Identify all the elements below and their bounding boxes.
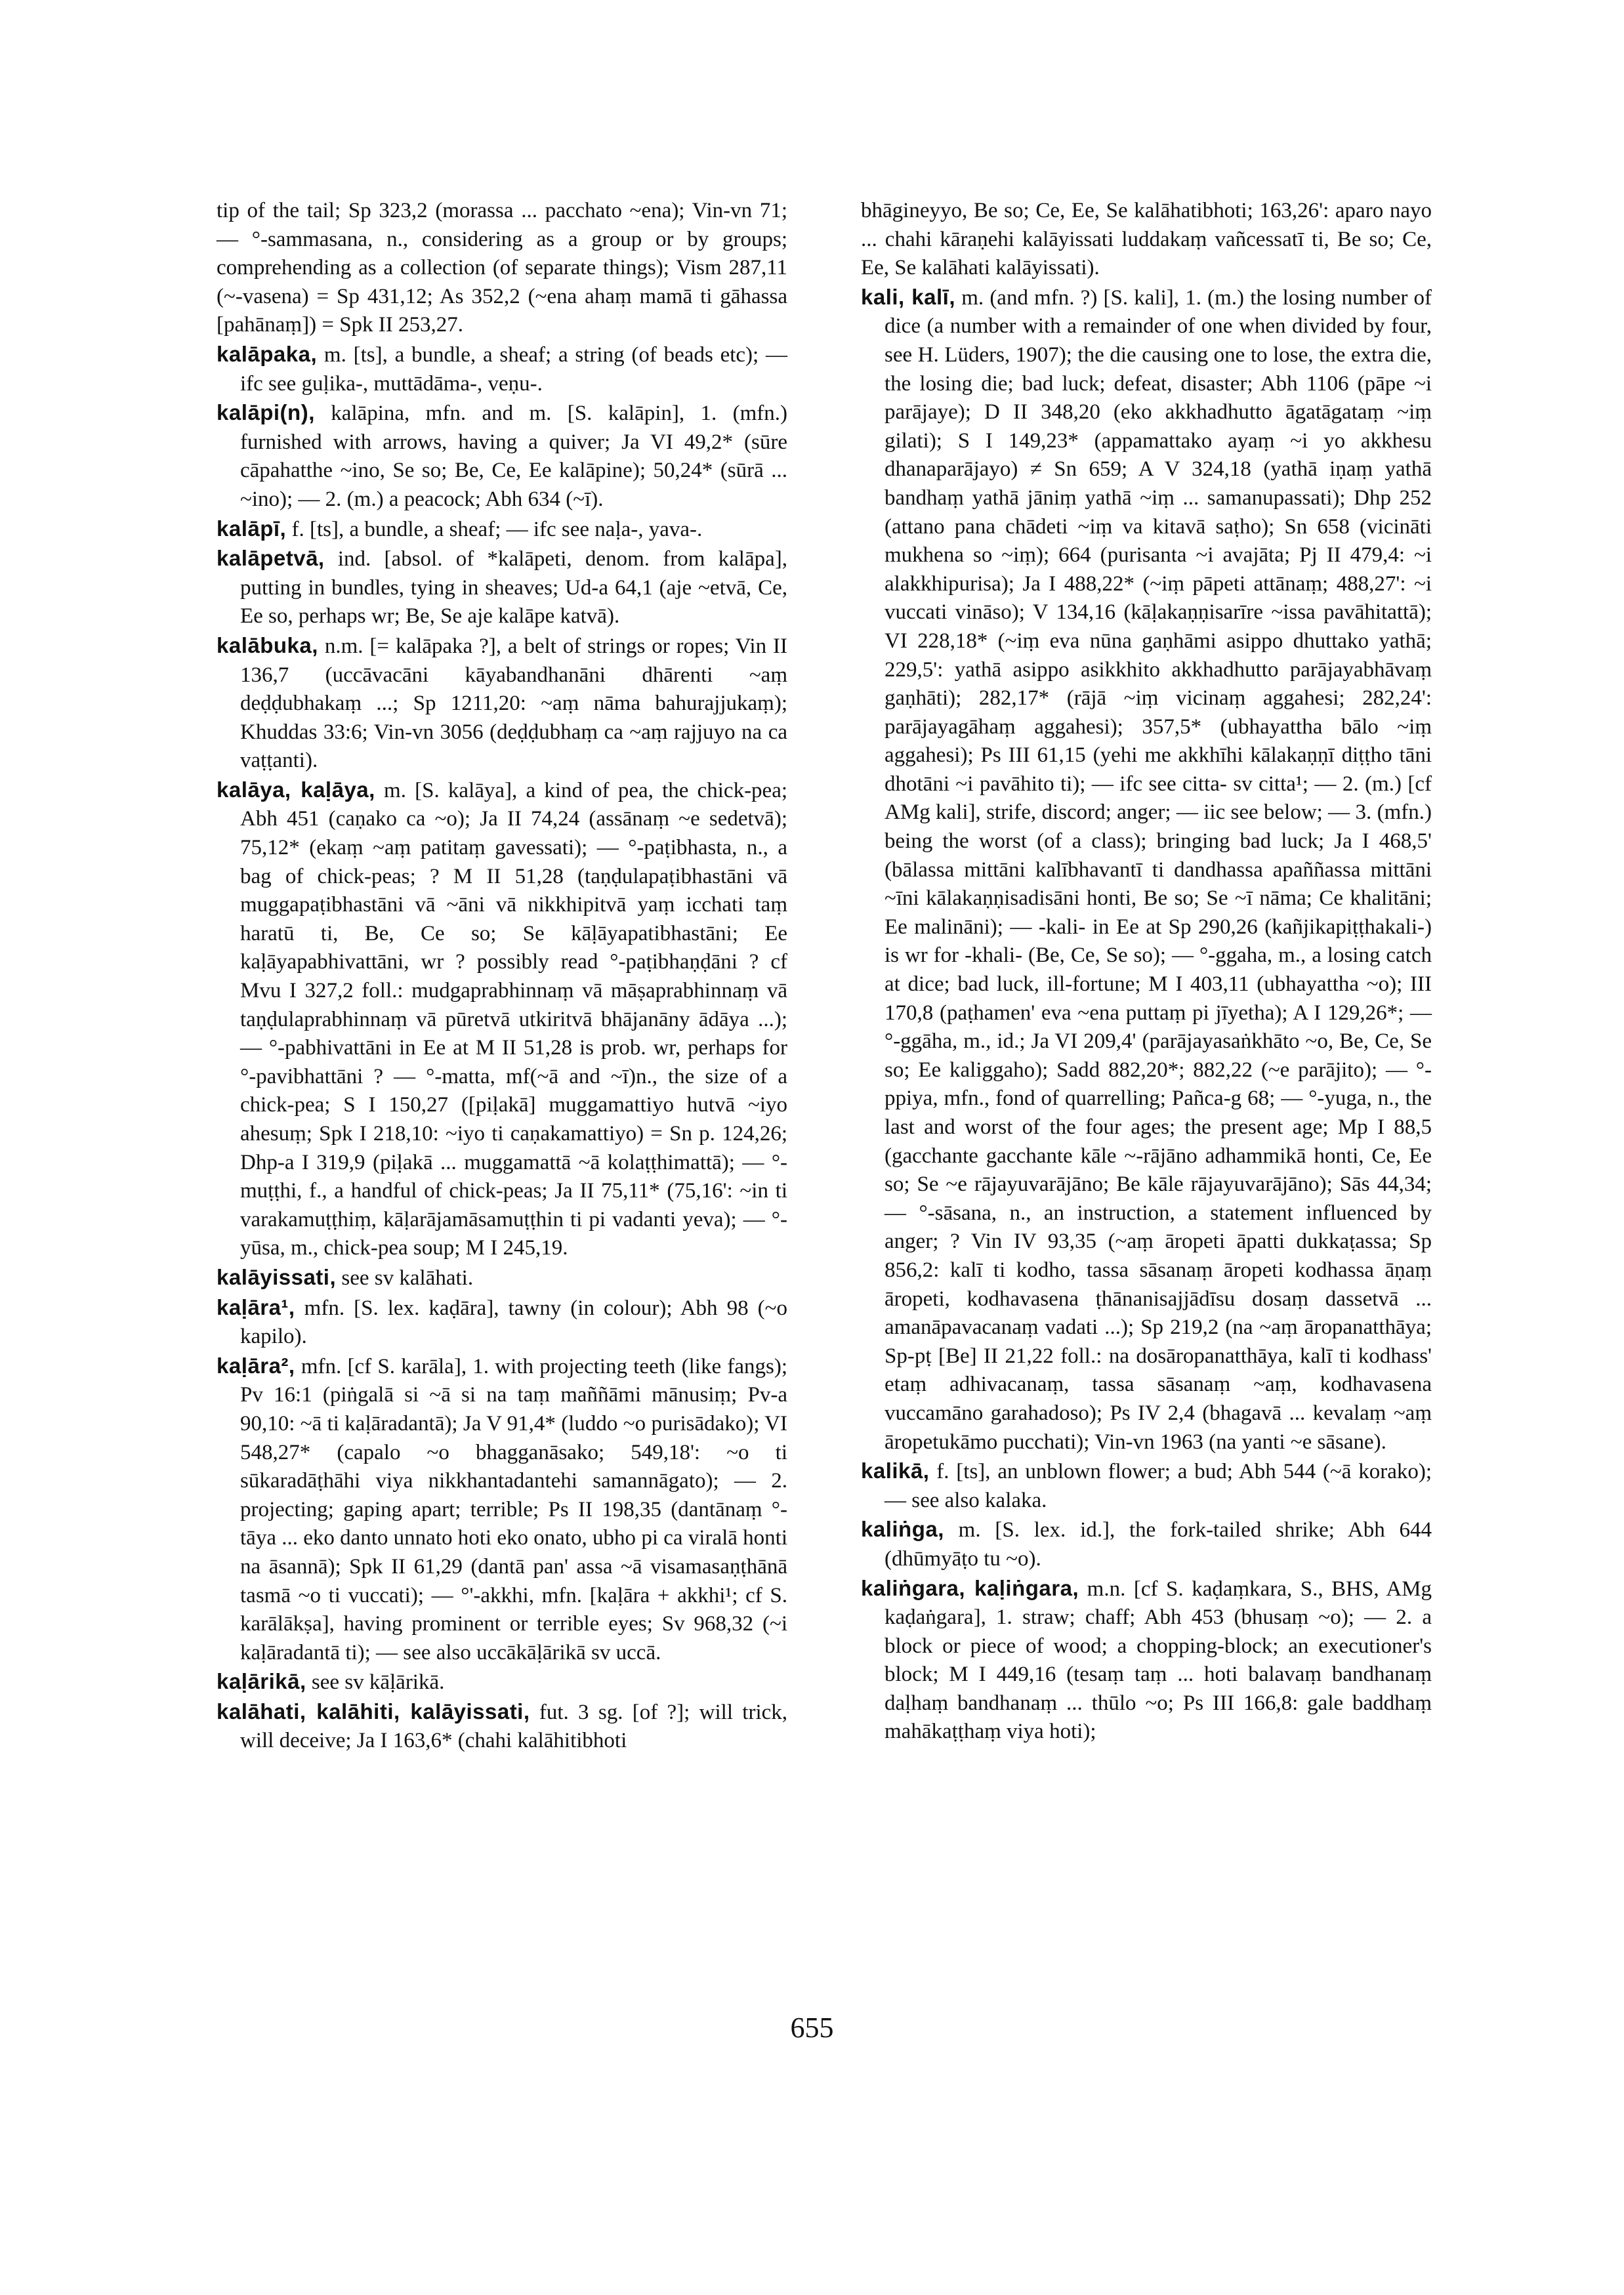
- entry-text: n.m. [= kalāpaka ?], a belt of strings or ropes; Vin II 136,7 (uccāvacāni kāyabandhanāni dhārenti ~aṃ deḍḍubhakaṃ ...; Sp 1211,20: ~aṃ nāma bahurajjukaṃ); Khuddas 33:6; Vin-vn 3056 (deḍḍubhaṃ ca ~aṃ rajjuyo na ca vaṭṭanti).: [240, 634, 787, 773]
- entry-kalaya: [217, 775, 788, 1263]
- left-column: [217, 197, 787, 1756]
- entry-text: m. [S. kalāya], a kind of pea, the chick-pea; Abh 451 (caṇako ca ~o); Ja II 74,24 (assānaṃ ~e sedetvā); 75,12* (ekaṃ ~aṃ patitaṃ gavessati); — °-paṭibhasta, n., a bag of chick-peas; ? M II 51,28 (taṇḍulapaṭibhastāni vā muggapaṭibhastāni vā ~āni vā nikkhipitvā yaṃ icchati taṃ haratū ti, Be, Ce so; Se kāḷāyapatibhastāni; Ee kaḷāyapabhivattāni, wr ? possibly read °-paṭibhaṇḍāni ? cf Mvu I 327,2 foll.: mudgaprabhinnaṃ vā māṣaprabhinnaṃ vā taṇḍulaprabhinnaṃ vā pūretvā utkiritvā bhājanāny ādāya ...); — °-pabhivattāni in Ee at M II 51,28 is prob. wr, perhaps for °-pavibhattāni ? — °-matta, mf(~ā and ~ī)n., the size of a chick-pea; S I 150,27 ([piḷakā] muggamattiyo hutvā ~iyo ahesuṃ; Spk I 218,10: ~iyo ti caṇakamattiyo) = Sn p. 124,26; Dhp-a I 319,9 (piḷakā ... muggamattā ~ā kolaṭṭhimattā); — °-muṭṭhi, f., a handful of chick-peas; Ja II 75,11* (75,16': ~in ti varakamuṭṭhiṃ, kāḷarājamāsamuṭṭhin ti pi vadanti yeva); — °-yūsa, m., chick-pea soup; M I 245,19.: [240, 778, 788, 1260]
- entry-kalapi: [217, 514, 787, 545]
- entry-kali: [861, 283, 1432, 1457]
- entry-text: mfn. [cf S. karāla], 1. with projecting teeth (like fangs); Pv 16:1 (piṅgalā si ~ā si na taṃ maññāmi mānusiṃ; Pv-a 90,10: ~ā ti kaḷāradantā); Ja V 91,4* (luddo ~o purisādako); VI 548,27* (capalo ~o bhagganāsako; 549,18': ~o ti sūkaradāṭhāhi viya nikkhantadantehi samannāgato); — 2. projecting; gaping apart; terrible; Ps II 198,35 (dantānaṃ °-tāya ... eko danto unnato hoti eko onato, ubho pi ca viralā honti na āsannā); Spk II 61,29 (dantā pan' assa ~ā visamasaṇṭhānā tasmā ~o ti vuccati); — °'-akkhi, mfn. [kaḷāra + akkhi¹; cf S. karālākṣa], having prominent or terrible eyes; Sv 968,32 (~i kaḷāradantā ti); — see also uccākāḷārikā sv uccā.: [240, 1354, 788, 1664]
- headword: kalāpī,: [217, 516, 287, 541]
- entry-continuation: [861, 197, 1432, 283]
- headword: kalāpi(n),: [217, 400, 315, 425]
- entry-text: see sv kāḷārikā.: [311, 1670, 445, 1695]
- headword: kaḷārikā,: [217, 1669, 306, 1694]
- entry-text: f. [ts], a bundle, a sheaf; — ifc see naḷa-, yava-.: [291, 517, 703, 541]
- entry-kalahati: [217, 1697, 788, 1756]
- headword: kaḷāra¹,: [217, 1294, 295, 1319]
- entry-kalinga: [861, 1515, 1432, 1573]
- entry-text: kalāpina, mfn. and m. [S. kalāpin], 1. (mfn.) furnished with arrows, having a quiver; Ja VI 49,2* (sūre cāpahatthe ~ino, Se so; Be, Ce, Ee kalāpine); 50,24* (sūrā ... ~ino); — 2. (m.) a peacock; Abh 634 (~ī).: [240, 402, 788, 511]
- entry-text: fut. 3 sg. [of ?]; will trick, will deceive; Ja I 163,6* (chahi kalāhitibhoti: [240, 1700, 788, 1753]
- entry-kalapin: [217, 398, 788, 514]
- entry-kalika: [861, 1457, 1432, 1515]
- headword: kalābuka,: [217, 632, 318, 657]
- headword: kaliṅgara, kaḷiṅgara,: [861, 1575, 1079, 1600]
- headword: kaliṅga,: [861, 1517, 944, 1542]
- headword: kalāpetvā,: [217, 546, 325, 571]
- page-number: 655: [790, 2012, 834, 2044]
- entry-text: bhāgineyyo, Be so; Ce, Ee, Se kalāhatibhoti; 163,26': aparo nayo ... chahi kāraṇehi kalāyissati luddakaṃ vañcessatī ti, Be so; Ce, Ee, Se kalāhati kalāyissati).: [861, 199, 1432, 280]
- headword: kaḷāra²,: [217, 1353, 295, 1378]
- entry-kalara-1: [217, 1293, 788, 1352]
- entry-text: ind. [absol. of *kalāpeti, denom. from kalāpa], putting in bundles, tying in sheaves; Ud-a 64,1 (aje ~etvā, Ce, Ee so, perhaps wr; Be, Se aje kalāpe katvā).: [240, 547, 788, 629]
- entry-kalabuka: [217, 631, 787, 775]
- entry-kalarika: [217, 1667, 787, 1697]
- entry-kalingara: [861, 1574, 1432, 1747]
- headword: kalāhati, kalāhiti, kalāyissati,: [217, 1699, 530, 1724]
- entry-text: mfn. [S. lex. kaḍāra], tawny (in colour); Abh 98 (~o kapilo).: [240, 1296, 788, 1349]
- entry-continuation: [217, 197, 787, 340]
- entry-kalara-2: [217, 1352, 788, 1668]
- right-column: [861, 197, 1432, 1747]
- entry-text: see sv kalāhati.: [341, 1266, 474, 1290]
- headword: kalāpaka,: [217, 341, 318, 366]
- entry-kalayissati: [217, 1263, 787, 1293]
- entry-text: tip of the tail; Sp 323,2 (morassa ... pacchato ~ena); Vin-vn 71; — °-sammasana, n., considering as a group or by groups; comprehending as a collection (of separate things); Vism 287,11 (~-vasena) = Sp 431,12; As 352,2 (~ena ahaṃ mamā ti gāhassa [pahānaṃ]) = Spk II 253,27.: [217, 199, 787, 337]
- entry-text: m.n. [cf S. kaḍaṃkara, S., BHS, AMg kaḍaṅgara], 1. straw; chaff; Abh 453 (bhusaṃ ~o); — 2. a block or piece of wood; a chopping-block; an executioner's block; M I 449,16 (tesaṃ taṃ ... hoti balavaṃ bandhanaṃ daḷhaṃ bandhanaṃ ... thūlo ~o; Ps III 166,8: gale baddhaṃ mahākaṭṭhaṃ viya hoti);: [885, 1577, 1432, 1744]
- entry-kalapetva: [217, 544, 788, 631]
- entry-text: m. [ts], a bundle, a sheaf; a string (of beads etc); — ifc see guḷika-, muttādāma-, veṇu-.: [240, 342, 787, 396]
- headword: kalāyissati,: [217, 1264, 337, 1289]
- entry-text: m. (and mfn. ?) [S. kali], 1. (m.) the losing number of dice (a number with a remainder of one when divided by four, see H. Lüders, 1907); the die causing one to lose, the extra die, the losing die; bad luck; defeat, disaster; Abh 1106 (pāpe ~i parājaye); D II 348,20 (eko akkhadhutto āgatāgataṃ ~iṃ gilati); S I 149,23* (appamattako ayaṃ ~i yo akkhesu dhanaparājayo) ≠ Sn 659; A V 324,18 (yathā iṇaṃ yathā bandhaṃ yathā jāniṃ yathā ~iṃ ... samanupassati); Dhp 252 (attano pana chādeti ~iṃ va kitavā saṭho); Sn 658 (vicināti mukhena so ~iṃ); 664 (purisanta ~i avajāta; Pj II 479,4: ~i alakkhipurisa); Ja I 488,22* (~iṃ pāpeti attānaṃ; 488,27': ~i vuccati vināso); V 134,16 (kāḷakaṇṇisarīre ~issa pavāhitattā); VI 228,18* (~iṃ eva nūna gaṇhāmi asippo dhuttako yathā; 229,5': yathā asippo asikkhito akkhadhutto parājayabhāvaṃ gaṇhāti); 282,17* (rājā ~iṃ vicinaṃ aggahesi; 282,24': parājayagāhaṃ aggahesi); 357,5* (ubhayattha bālo ~iṃ aggahesi); Ps III 61,15 (yehi me akkhīhi kālakaṇṇī diṭṭho tāni dhotāni ~i pavāhito ti); — ifc see citta- sv citta¹; — 2. (m.) [cf AMg kali], strife, discord; anger; — iic see below; — 3. (mfn.) being the worst (of a class); bringing bad luck; Ja I 468,5' (bālassa mittāni kalībhavantī ti dandhassa apaññassa mittāni ~īni kālakaṇṇisadisāni honti, Be so; Se ~ī nāma; Ce khalitāni; Ee malināni); — -kali- in Ee at Sp 290,26 (kañjikapiṭṭhakali-) is wr for -khali- (Be, Ce, Se so); — °-ggaha, m., a losing catch at dice; bad luck, ill-fortune; M I 403,11 (ubhayattha ~o); III 170,8 (paṭhamen' eva ~ena puttaṃ pi jīyetha); A I 129,26*; — °-ggāha, m., id.; Ja VI 209,4' (parājayasaṅkhāto ~o, Be, Ce, Se so; Ee kaliggaho); Sadd 882,20*; 882,22 (~e parājito); — °-ppiya, mfn., fond of quarrelling; Pañca-g 68; — °-yuga, n., the last and worst of the four ages; the present age; Mp I 88,5 (gacchante gacchante kāle ~-rājāno adhammikā honti, Ce, Ee so; Se ~e rājayuvarājāno; Be kāle rājayuvarājāno); Sās 44,34; — °-sāsana, n., an instruction, a statement influenced by anger; ? Vin IV 93,35 (~aṃ āropeti āpatti dukkaṭassa; Sp 856,2: kalī ti kodho, tassa sāsanaṃ āropeti kodhassa āṇaṃ āropeti, kodhavasena ṭhānanisajjādīsu dosaṃ dassetvā ... amanāpavacanaṃ vadati ...); Sp 219,2 (na ~aṃ āropanatthāya; Sp-pṭ [Be] II 21,22 foll.: na dosāropanatthāya, kalī ti kodhass' etaṃ adhivacanaṃ, tassa sāsanaṃ ~aṃ, kodhavasena vuccamāno garahadoso); Ps IV 2,4 (bhagavā ... kevalaṃ ~aṃ āropetukāmo pucchati); Vin-vn 1963 (na yanti ~e sāsane).: [885, 285, 1432, 1454]
- entry-text: f. [ts], an unblown flower; a bud; Abh 544 (~ā korako); — see also kalaka.: [885, 1460, 1432, 1512]
- headword: kalāya, kaḷāya,: [217, 777, 375, 802]
- entry-kalapaka: [217, 340, 787, 398]
- headword: kali, kalī,: [861, 284, 956, 309]
- headword: kalikā,: [861, 1458, 930, 1483]
- entry-text: m. [S. lex. id.], the fork-tailed shrike; Abh 644 (dhūmyāṭo tu ~o).: [885, 1518, 1432, 1571]
